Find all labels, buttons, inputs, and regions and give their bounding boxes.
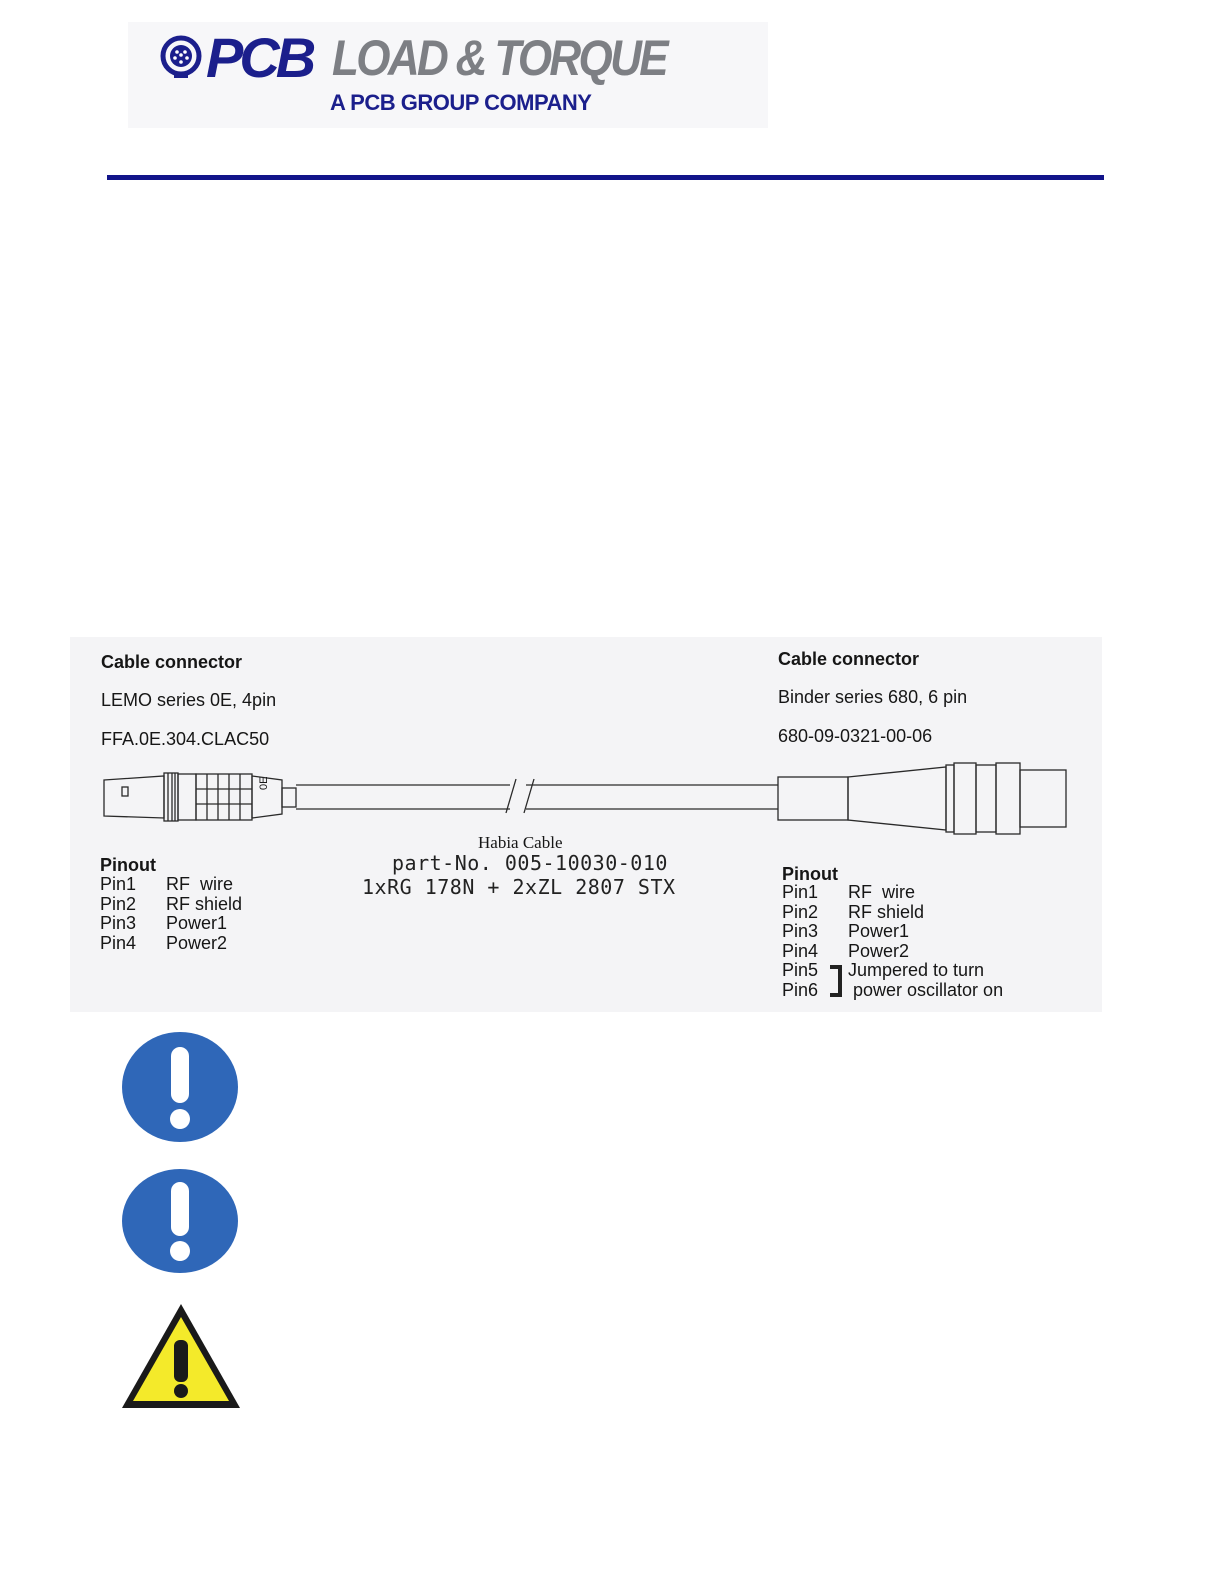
pin-row: Pin1 RF wire	[100, 874, 233, 894]
pin-row: Pin2 RF shield	[100, 893, 243, 914]
left-pinout-heading: Pinout	[100, 855, 156, 875]
pin-row: Pin6 power oscillator on	[782, 979, 1004, 1000]
left-pinout-table	[100, 875, 242, 953]
right-connector-part: 680-09-0321-00-06	[778, 726, 933, 746]
lemo-body-marking-label: 0E	[258, 776, 270, 790]
cable-part-number: part-No. 005-10030-010	[392, 851, 668, 875]
right-pinout-heading: Pinout	[782, 864, 838, 884]
header-divider	[107, 175, 1104, 180]
notice-exclamation-icon	[120, 1168, 240, 1274]
warning-triangle-icon	[118, 1300, 244, 1412]
cable-maker: Habia Cable	[478, 833, 563, 852]
pin-row: Pin3 Power1	[782, 921, 910, 941]
cable-spec: 1xRG 178N + 2xZL 2807 STX	[362, 875, 676, 899]
left-connector-heading: Cable connector	[101, 652, 243, 672]
right-pinout-table	[782, 883, 1003, 1000]
notice-exclamation-icon	[120, 1031, 240, 1143]
logo-tagline: A PCB GROUP COMPANY	[330, 90, 592, 115]
pin-row: Pin1 RF wire	[782, 882, 915, 902]
cable-diagram	[70, 637, 1102, 1012]
left-connector-part: FFA.0E.304.CLAC50	[101, 729, 270, 749]
logo-brand-text: PCB	[206, 26, 313, 89]
right-connector-heading: Cable connector	[778, 649, 920, 669]
pin-row: Pin4 Power2	[782, 940, 910, 961]
logo-connector-icon	[158, 34, 204, 80]
left-connector-series: LEMO series 0E, 4pin	[101, 690, 277, 710]
jumper-bracket-icon	[828, 963, 848, 999]
pin-row: Pin3 Power1	[100, 913, 228, 933]
right-connector-series: Binder series 680, 6 pin	[778, 687, 968, 707]
pin-row: Pin5 Jumpered to turn	[782, 960, 985, 980]
logo-division-text: LOAD & TORQUE	[332, 30, 666, 86]
pin-row: Pin4 Power2	[100, 932, 228, 953]
company-logo	[128, 22, 768, 128]
binder-connector-drawing	[778, 763, 1066, 834]
pin-row: Pin2 RF shield	[782, 901, 925, 922]
